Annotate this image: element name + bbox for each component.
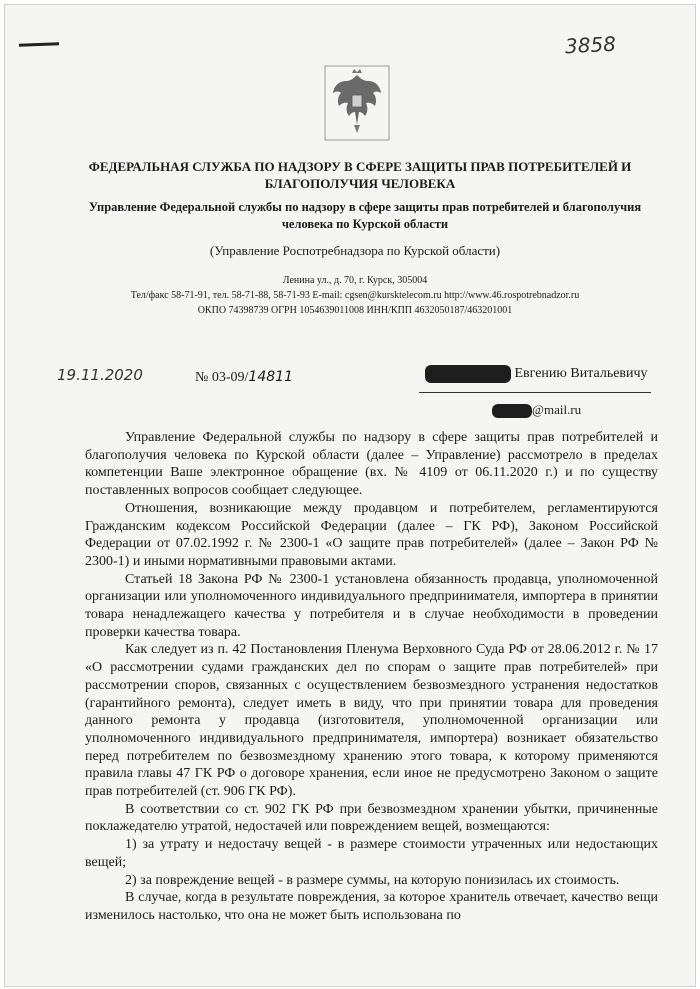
letter-date: 19.11.2020 (57, 366, 143, 384)
phones-line: Тел/факс 58-71-91, тел. 58-71-88, 58-71-93 E-mail: cgsen@kursktelecom.ru http://www.46.rospotrebnadzor.ru (130, 290, 580, 301)
body-paragraph: 2) за повреждение вещей - в размере суммы, на которую понизилась их стоимость. (125, 872, 620, 888)
body-paragraph: В случае, когда в результате повреждения, за которое хранитель отвечает, качество вещи изменилось настолько, что она не может быть использована по (85, 890, 658, 923)
recipient (425, 365, 648, 383)
body-paragraph: 1) за утрату и недостачу вещей - в размере стоимости утраченных или недостающих вещей; (85, 837, 658, 870)
department-short-name: (Управление Роспотребнадзора по Курской области) (209, 243, 501, 258)
codes-line: ОКПО 74398739 ОГРН 1054639011008 ИНН/КПП 4632050187/463201001 (197, 305, 513, 316)
address-line: Ленина ул., д. 70, г. Курск, 305004 (282, 275, 428, 286)
recipient-name: Евгению Витальевичу (514, 366, 648, 382)
recipient-underline (419, 392, 651, 393)
department-title: Управление Федеральной службы по надзору в сфере защиты прав потребителей и благополучия человека по Курской области (88, 200, 642, 231)
body-paragraph: Статьей 18 Закона РФ № 2300-1 установлена обязанность продавца, уполномоченной организации или уполномоченного индивидуального предпринимателя, импортера в принятии товара ненадлежащего качества у потребителя и в случае необходимости в проведении проверки качества товара. (85, 571, 658, 640)
coat-of-arms-emblem (324, 65, 390, 141)
letter-body (85, 429, 658, 925)
body-paragraph: Отношения, возникающие между продавцом и потребителем, регламентируются Гражданским кодексом Российской Федерации (далее – ГК РФ), Законом Российской Федерации от 07.02.1992 г. № 2300-1 «О защите прав потребителей» (далее – Закон РФ № 2300-1) и иными нормативными правовыми актами. (85, 500, 658, 569)
outgoing-number (195, 369, 293, 386)
body-paragraph: Как следует из п. 42 Постановления Пленума Верховного Суда РФ от 28.06.2012 г. № 17 «О рассмотрении судами гражданских дел по спорам о защите прав потребителей» при рассмотрении споров, связанных с осуществлением безвозмездного устранения недостатков (гарантийного ремонта), следует иметь в виду, что при принятии товара для проведения данного ремонта у продавца (изготовителя, уполномоченной организации или уполномоченного индивидуального предпринимателя, импортера) возникает обязательство перед потребителем по безвозмездному хранению этого товара, к которому применяются правила главы 47 ГК РФ о договоре хранения, если иное не предусмотрено Законом о защите прав потребителей (ст. 906 ГК РФ). (85, 642, 658, 800)
letter-page (4, 4, 696, 987)
body-paragraph: Управление Федеральной службы по надзору в сфере защиты прав потребителей и благополучия человека по Курской области (далее – Управление) рассмотрело в пределах компетенции Ваше электронное обращение (вх. № 4109 от 06.11.2020 г.) и по существу поставленных вопросов сообщает следующее. (85, 430, 658, 499)
redacted-surname (425, 365, 511, 383)
email-domain: @mail.ru (532, 402, 582, 417)
pen-mark (19, 42, 59, 46)
number-handwritten: 14811 (248, 369, 293, 385)
number-prefix: № 03-09/ (195, 370, 249, 385)
agency-title: ФЕДЕРАЛЬНАЯ СЛУЖБА ПО НАДЗОРУ В СФЕРЕ ЗАЩИТЫ ПРАВ ПОТРЕБИТЕЛЕЙ И БЛАГОПОЛУЧИЯ ЧЕЛОВЕКА (88, 159, 632, 191)
recipient-email (492, 402, 581, 418)
redacted-email-user (492, 404, 532, 418)
contacts-block (5, 273, 696, 303)
body-paragraph: В соответствии со ст. 902 ГК РФ при безвозмездном хранении убытки, причиненные поклажедателю утратой, недостачей или повреждением вещей, возмещаются: (85, 801, 658, 835)
registration-number: 3858 (564, 31, 617, 59)
